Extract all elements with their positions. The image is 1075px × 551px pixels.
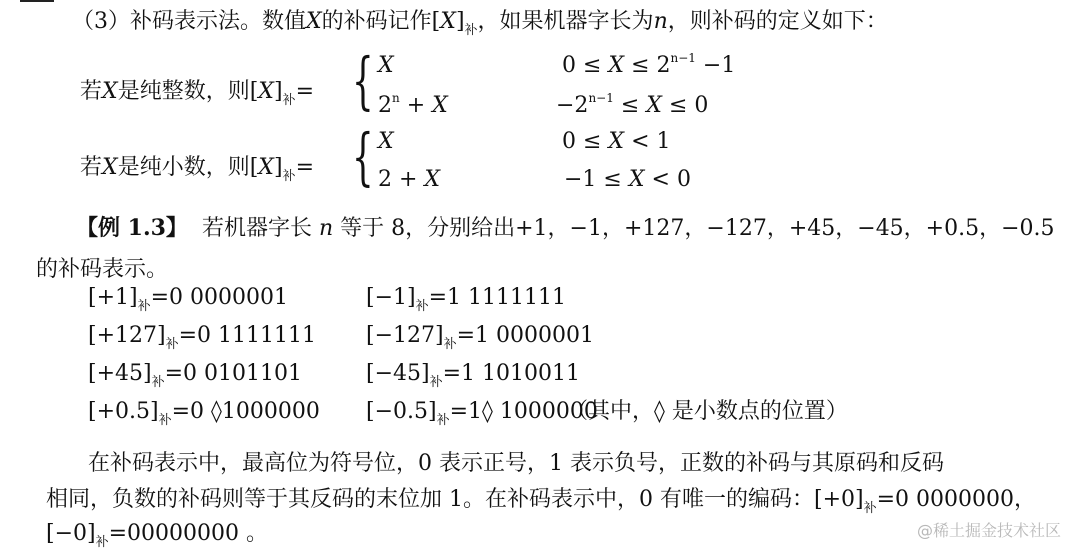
fraction-case1-expr: X: [378, 129, 394, 154]
complement-subscript: 补: [282, 93, 296, 108]
var-n: n: [318, 216, 334, 241]
code-row-right: [366, 360, 580, 391]
code-row-left: [88, 398, 320, 429]
var-n: n: [653, 9, 668, 34]
summary-text: 相同，负数的补码则等于其反码的末位加 1。在补码表示中，0 有唯一的编码：[+0]: [46, 487, 864, 512]
var-x: X: [608, 53, 625, 78]
var-x: X: [258, 79, 274, 104]
complement-subscript: 补: [165, 337, 179, 352]
code-value: [−45]: [366, 361, 430, 386]
complement-subscript: 补: [429, 375, 443, 390]
integer-case2-expr: [378, 92, 448, 122]
expr-text: +: [399, 93, 433, 118]
summary-line-3: [46, 520, 268, 551]
example-line: [76, 214, 1055, 243]
var-x: X: [102, 155, 118, 180]
var-x: X: [258, 155, 274, 180]
code-bits: =0 0101101: [164, 361, 303, 386]
code-row-left: [88, 360, 302, 391]
superscript: n: [392, 91, 400, 105]
code-row-left: [88, 284, 288, 315]
superscript: n−1: [588, 91, 614, 105]
cond-text: ≤ 0: [661, 93, 709, 118]
cond-text: < 1: [624, 129, 671, 154]
complement-subscript: 补: [443, 337, 457, 352]
cond-text: < 0: [644, 167, 691, 192]
cond-text: ≤: [613, 93, 647, 118]
code-row-right: [366, 398, 598, 429]
fraction-case2-expr: [378, 166, 440, 194]
complement-subscript: 补: [415, 299, 429, 314]
superscript: n−1: [670, 51, 696, 65]
code-note: （其中，◊ 是小数点的位置）: [566, 399, 848, 424]
cond-text: −1: [695, 53, 736, 78]
summary-text: =0 0000000，: [876, 487, 1037, 512]
var-x: X: [102, 79, 118, 104]
code-bits: =0 1111111: [178, 323, 317, 348]
intro-suffix: ，则补码的定义如下：: [667, 9, 888, 34]
lead-text: 是纯整数，则[: [117, 79, 259, 104]
bracket-close: ]: [273, 79, 283, 104]
code-value: [+45]: [88, 361, 152, 386]
summary-text: =00000000 。: [108, 521, 269, 546]
summary-text: [−0]: [46, 521, 96, 546]
complement-subscript: 补: [436, 413, 450, 428]
code-bits: =1◊ 1000000: [449, 399, 598, 424]
summary-line-2: [46, 486, 1036, 517]
code-value: [−127]: [366, 323, 444, 348]
expr-text: 2: [378, 93, 392, 118]
summary-line-1: 在补码表示中，最高位为符号位，0 表示正号，1 表示负号，正数的补码与其原码和反码: [88, 451, 944, 476]
cond-text: 0 ≤: [562, 129, 609, 154]
code-value: [+1]: [88, 285, 138, 310]
code-bits: =1 1111111: [428, 285, 567, 310]
var-x: X: [608, 129, 625, 154]
code-bits: =1 1010011: [442, 361, 581, 386]
complement-subscript: 补: [464, 23, 478, 38]
complement-subscript: 补: [863, 501, 877, 516]
integer-lead: [80, 78, 314, 109]
watermark: @稀土掘金技术社区: [916, 521, 1061, 540]
cond-text: −2: [556, 93, 589, 118]
bracket-close: ]: [455, 9, 465, 34]
cropped-top-fragment: [20, 0, 54, 6]
code-row-right: [366, 322, 594, 353]
fraction-case1-cond: [562, 128, 671, 156]
var-x: X: [440, 9, 456, 34]
var-x: X: [424, 167, 441, 192]
equals-sign: =: [295, 155, 314, 180]
intro-prefix: （3）补码表示法。数值: [72, 9, 306, 34]
var-x: X: [432, 93, 448, 118]
left-brace: {: [352, 44, 374, 117]
integer-case1-cond: [562, 52, 735, 82]
lead-text: 若: [80, 79, 103, 104]
intro-mid1: 的补码记作[: [321, 9, 441, 34]
complement-subscript: 补: [151, 375, 165, 390]
lead-text: 若: [80, 155, 103, 180]
fraction-case2-cond: [564, 166, 691, 194]
cond-text: 0 ≤: [562, 53, 609, 78]
complement-subscript: 补: [282, 169, 296, 184]
cond-text: ≤ 2: [624, 53, 671, 78]
code-value: [−1]: [366, 285, 416, 310]
integer-case2-cond: [556, 92, 708, 122]
code-bits: =0 ◊1000000: [171, 399, 320, 424]
intro-mid2: ，如果机器字长为: [477, 9, 654, 34]
example-line-2: 的补码表示。: [36, 257, 169, 282]
integer-case1-expr: X: [378, 53, 394, 78]
example-label: 【例 1.3】: [76, 215, 188, 241]
var-x: X: [628, 167, 645, 192]
fraction-lead: [80, 154, 314, 185]
complement-subscript: 补: [95, 535, 109, 550]
equals-sign: =: [295, 79, 314, 104]
code-value: [+0.5]: [88, 399, 159, 424]
var-x: X: [306, 9, 322, 34]
left-brace: {: [352, 120, 374, 193]
var-x: X: [646, 93, 662, 118]
complement-subscript: 补: [137, 299, 151, 314]
code-value: [+127]: [88, 323, 166, 348]
complement-subscript: 补: [158, 413, 172, 428]
cond-text: −1 ≤: [564, 167, 629, 192]
example-text: 等于 8，分别给出+1，−1，+127，−127，+45，−45，+0.5，−0.5: [340, 216, 1055, 241]
code-row-right: [366, 284, 566, 315]
code-value: [−0.5]: [366, 399, 437, 424]
lead-text: 是纯小数，则[: [117, 155, 259, 180]
intro-line: [72, 8, 888, 39]
code-bits: =1 0000001: [456, 323, 595, 348]
code-bits: =0 0000001: [150, 285, 289, 310]
expr-text: 2 +: [378, 167, 425, 192]
example-text: 若机器字长: [201, 216, 312, 241]
code-row-left: [88, 322, 316, 353]
bracket-close: ]: [273, 155, 283, 180]
